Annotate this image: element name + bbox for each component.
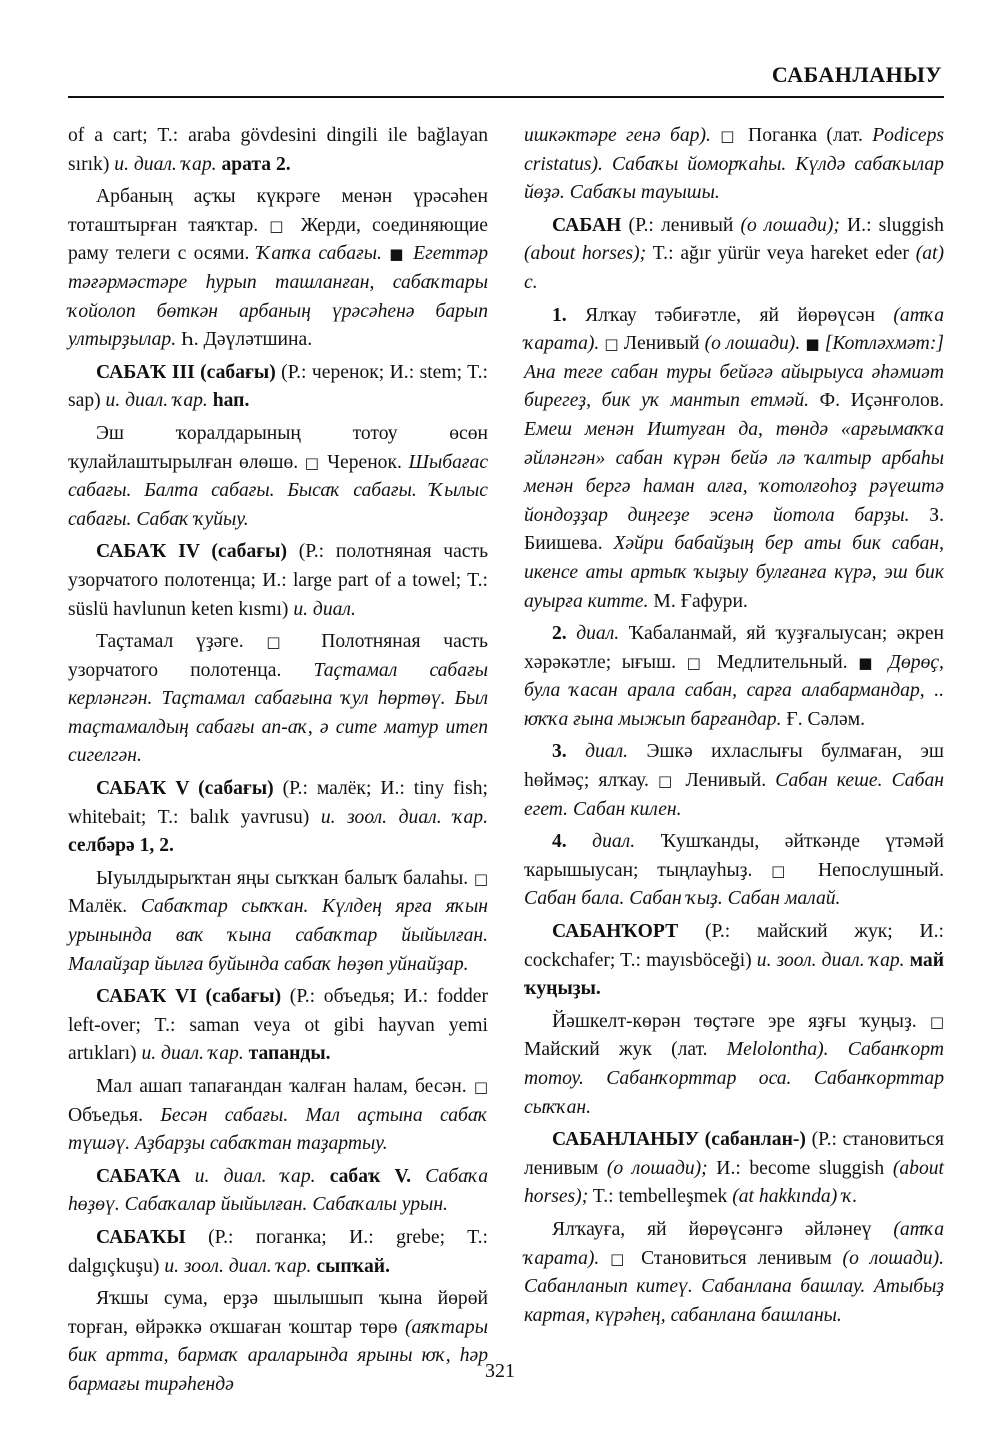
translations: (Р.: ленивый bbox=[621, 214, 741, 236]
headword: САБАҠЫ bbox=[96, 1226, 186, 1248]
definition-text: Эш ҡоралдарының тотоу өсөн ҡулайлаштырылған өлөшө. bbox=[68, 422, 488, 473]
russian-translation: Ленивый bbox=[618, 333, 705, 355]
definition bbox=[68, 865, 488, 979]
definition-text: Эшкә ихласлығы булмаған, эш һөймәҫ; ялҡау. bbox=[524, 741, 944, 792]
headword: САБАНЛАНЫУ (сабанлан-) bbox=[552, 1129, 806, 1151]
definition-text: Арбаның аҫҡы күкрәге менән үрәсәһен тоташтырған таяҡтар. bbox=[68, 186, 488, 236]
example: Сабан бала. Сабан ҡыҙ. Сабан малай. bbox=[524, 888, 841, 910]
white-square-icon: □ bbox=[771, 861, 800, 880]
cross-reference: тапанды. bbox=[248, 1043, 331, 1065]
sense bbox=[524, 620, 944, 734]
cross-reference: май ҡуңыҙы. bbox=[524, 949, 944, 1000]
latin-name: Melolontha). bbox=[726, 1039, 829, 1061]
text: of a cart; T.: araba gövdesini dingili ile bağlayan sırık) bbox=[68, 125, 488, 175]
translations: (Р.: майский жук; И.: cockchafer; T.: mayısböceği) bbox=[524, 921, 944, 971]
russian-translation: Черенок. bbox=[320, 451, 409, 473]
example: Ҡапҡа сабағы. bbox=[256, 243, 382, 265]
definition-text: Йәшкелт-көрән төҫтәге эре яҙғы ҡуңыҙ. bbox=[552, 1010, 930, 1032]
usage-note: (атҡа ҡарата). bbox=[524, 304, 944, 355]
dictionary-entry bbox=[68, 1224, 488, 1281]
white-square-icon: □ bbox=[610, 1249, 631, 1268]
usage-note: (о лошади); bbox=[740, 214, 840, 236]
space bbox=[567, 741, 585, 762]
quotation-author: М. Ғафури. bbox=[648, 590, 748, 612]
black-square-icon: ■ bbox=[389, 245, 406, 264]
white-square-icon: □ bbox=[473, 1078, 488, 1096]
running-header bbox=[68, 60, 944, 98]
quotation: [Котләхмәт:] Ана теге сабан туры бейәгә айырыуса әһәмиәт бирегеҙ, бик уҡ мантып етмәй. bbox=[524, 333, 944, 412]
definition-text: Ялҡау тәбиғәтле, яй йөрөүсән bbox=[566, 304, 894, 326]
definition-text: Ҡушҡанды, әйткәнде үтәмәй ҡарышыусан; тыңлауһыҙ. bbox=[524, 831, 944, 881]
usage-note: (о лошади); bbox=[606, 1157, 708, 1179]
quotation-author: Һ. Дәүләтшина. bbox=[176, 329, 313, 351]
part-of-speech: ҡ. bbox=[842, 1186, 858, 1208]
usage-label: диал. bbox=[585, 741, 629, 763]
space bbox=[567, 623, 577, 644]
quotation-author: Ғ. Сәләм. bbox=[781, 708, 866, 730]
headword: САБАҠ V (сабағы) bbox=[96, 778, 274, 800]
sense-number: 2. bbox=[552, 623, 567, 645]
cross-reference: сыпҡай. bbox=[316, 1255, 390, 1277]
white-square-icon: □ bbox=[266, 633, 299, 652]
example: Сабан кеше. Сабан егет. Сабан килен. bbox=[524, 770, 944, 820]
headword: САБАҠ IV (сабағы) bbox=[96, 541, 287, 563]
definition-text: Таҫтамал үҙәге. bbox=[96, 631, 267, 653]
translations: (Р.: поганка; И.: grebe; T.: dalgıçkuşu) bbox=[68, 1226, 488, 1277]
cross-reference: һап. bbox=[212, 390, 250, 412]
usage-note: (about horses); bbox=[524, 1157, 944, 1208]
usage-label: и. зоол. диал. ҡар. bbox=[320, 806, 488, 828]
definition-text: Ҡабаланмай, яй ҡуҙғалыусан; әкрен хәрәкәтле; ығыш. bbox=[524, 623, 945, 673]
headword: САБАН bbox=[552, 214, 622, 236]
cross-reference: арата 2. bbox=[221, 153, 291, 175]
usage-note: (about horses); bbox=[524, 243, 647, 265]
headword: САБАҠ VI (сабағы) bbox=[96, 986, 282, 1008]
white-square-icon: □ bbox=[269, 216, 290, 235]
russian-translation: Медлительный. bbox=[706, 651, 848, 673]
space bbox=[603, 154, 612, 175]
sense bbox=[524, 738, 944, 824]
russian-translation: Майский жук (лат. bbox=[524, 1039, 727, 1061]
page-number: 321 bbox=[485, 1360, 515, 1382]
headword: САБАҠ III (сабағы) bbox=[96, 361, 276, 383]
quotation-author: З. Биишева. bbox=[524, 504, 944, 555]
example: Сабанҡорт тотоу. Сабанҡорттар оса. Сабанҡорттар сыҡҡан. bbox=[524, 1039, 944, 1118]
definition-note: ишкәктәре генә бар). bbox=[524, 125, 711, 146]
definition-text: Ялҡауға, яй йөрөүсәнгә әйләнеү bbox=[552, 1218, 894, 1240]
definition bbox=[524, 1216, 944, 1330]
usage-label: и. диал. ҡар. bbox=[114, 153, 217, 175]
usage-note: (at) bbox=[915, 243, 944, 265]
usage-note: (атҡа ҡарата). bbox=[524, 1218, 944, 1269]
translations: И.: become sluggish bbox=[707, 1157, 893, 1179]
headword: САБАНҠОРТ bbox=[552, 921, 679, 943]
white-square-icon: □ bbox=[720, 127, 739, 145]
definition bbox=[68, 1073, 488, 1159]
white-square-icon: □ bbox=[929, 1012, 944, 1031]
black-square-icon: ■ bbox=[805, 335, 820, 354]
sense bbox=[524, 828, 944, 914]
usage-label: и. зоол. диал. ҡар. bbox=[164, 1255, 312, 1277]
space bbox=[181, 1166, 195, 1187]
russian-translation: Поганка (лат. bbox=[738, 125, 873, 146]
definition bbox=[68, 183, 488, 355]
dictionary-entry bbox=[524, 1126, 944, 1212]
running-title: САБАНЛАНЫУ bbox=[771, 62, 942, 87]
usage-label: диал. bbox=[592, 831, 636, 853]
translations: (Р.: становиться ленивым bbox=[524, 1129, 944, 1179]
example: Шыбағас сабағы. Балта сабағы. Бысаҡ сабағы. Ҡылыс сабағы. Сабаҡ ҡуйыу. bbox=[68, 451, 489, 530]
dictionary-entry bbox=[68, 359, 488, 416]
example: Сабанланып китеү. Сабанлана башлау. Атыбыҙ картая, күрәһең, сабанлана башланы. bbox=[524, 1276, 944, 1326]
quotation: Емеш менән Иштуған да, төндә «арғымаҡҡа әйләнгән» сабан күрән бейә лә ҡалтыр арбаһы менән бергә һаман алға, ҡотолғоһоҙ рәүештә йондоҙҙар диңгеҙе эсенә йотола барҙы. bbox=[524, 418, 944, 526]
quotation: Хәйри бабайҙың бер аты бик сабан, икенсе аты артыҡ ҡыҙыу булғанға күрә, эш бик ауырға китте. bbox=[524, 533, 945, 612]
dictionary-entry bbox=[68, 538, 488, 624]
russian-translation: Непослушный. bbox=[799, 859, 944, 881]
latin-name: Podiceps cristatus). bbox=[524, 125, 945, 175]
space bbox=[316, 1166, 330, 1187]
definition-note: (аяҡтары бик артта, бармаҡ араларында ярыны юҡ, һәр бармағы тирәһендә bbox=[68, 1316, 488, 1395]
sense-number: 4. bbox=[552, 831, 567, 853]
space bbox=[567, 831, 592, 852]
usage-note: (о лошади). bbox=[842, 1247, 944, 1269]
sense-number: 3. bbox=[552, 741, 567, 763]
left-column bbox=[68, 122, 488, 1404]
definition-text: Мал ашап тапағандан ҡалған һалам, бесән. bbox=[96, 1076, 474, 1097]
usage-label: и. диал. ҡар. bbox=[105, 390, 208, 412]
example: Бесән сабағы. Мал аҫтына сабаҡ түшәү. Аҙбарҙы сабаҡтан таҙартыу. bbox=[68, 1104, 488, 1155]
part-of-speech: с. bbox=[524, 271, 538, 293]
russian-translation: Малёк. bbox=[68, 896, 141, 918]
russian-translation: Ленивый. bbox=[676, 770, 776, 792]
usage-note: (at hakkında) bbox=[732, 1186, 838, 1208]
dictionary-entry bbox=[68, 1163, 488, 1220]
entry-continuation bbox=[524, 122, 944, 208]
russian-translation: Объедья. bbox=[68, 1104, 161, 1126]
black-square-icon: ■ bbox=[858, 653, 878, 672]
usage-label: и. диал. ҡар. bbox=[141, 1043, 244, 1065]
russian-translation: Становиться ленивым bbox=[630, 1247, 843, 1269]
white-square-icon: □ bbox=[304, 453, 321, 472]
dictionary-entry bbox=[524, 212, 944, 298]
russian-translation: Полотняная часть узорчатого полотенца. bbox=[68, 631, 488, 681]
example: Сабаҡы йоморҡаһы. Күлдә сабаҡылар йөҙә. Сабаҡы тауышы. bbox=[524, 153, 944, 204]
cross-reference: селбәрә 1, 2. bbox=[68, 835, 174, 857]
sense bbox=[524, 302, 944, 617]
usage-label: и. диал. bbox=[293, 598, 356, 620]
definition bbox=[68, 420, 488, 534]
russian-translation: Жерди, соединяющие раму телеги с осями. bbox=[68, 214, 488, 265]
example: Сабаҡа һөҙөү. Сабаҡалар йыйылған. Сабаҡалы урын. bbox=[68, 1165, 489, 1216]
translations: T.: tembelleşmek bbox=[588, 1186, 733, 1208]
usage-label: диал. bbox=[576, 623, 620, 645]
headword: САБАҠА bbox=[96, 1165, 181, 1187]
quotation: Дөрөҫ, була ҡасан арала сабан, сарға алабармандар, .. юҡҡа ғына мыжып барғандар. bbox=[524, 651, 944, 730]
translations: (Р.: объедья; И.: fodder left-over; T.: saman veya ot gibi hayvan yemi artıkları) bbox=[68, 986, 488, 1065]
white-square-icon: □ bbox=[658, 772, 677, 791]
translations: И.: sluggish bbox=[839, 214, 944, 236]
entry-continuation bbox=[68, 122, 488, 179]
right-column bbox=[524, 122, 944, 1334]
translations: T.: ağır yürür veya hareket eder bbox=[646, 243, 916, 265]
usage-note: (о лошади). bbox=[704, 333, 801, 355]
white-square-icon: □ bbox=[604, 335, 619, 354]
quotation: Егеттәр тәғәрмәстәре һурып ташланған, сабаҡтары ҡойолоп бөткән арбаның үрәсәһенә барып ултырҙылар. bbox=[68, 243, 488, 351]
example: Таҫтамал сабағы керләнгән. Таҫтамал сабағына ҡул һөртөү. Был таҫтамалдың сабағы ап-аҡ, ә сите матур итеп сигелгән. bbox=[68, 659, 488, 767]
white-square-icon: □ bbox=[686, 653, 707, 672]
translations: (Р.: полотняная часть узорчатого полотенца; И.: large part of a towel; T.: süslü havlunun keten kısmı) bbox=[68, 541, 488, 620]
example: Сабаҡтар сыҡҡан. Күлдең ярға яҡын урынында ваҡ ҡына сабаҡтар йыйылған. Малайҙар йылға буйында сабаҡ һөҙөп уйнайҙар. bbox=[68, 896, 488, 975]
definition bbox=[524, 1008, 944, 1122]
dictionary-entry bbox=[68, 983, 488, 1069]
definition-text: Яҡшы сума, ерҙә шылышып ҡына йөрөй торған, өйрәккә оҡшаған ҡоштар төрө bbox=[68, 1288, 488, 1338]
quotation-author: Ф. Иҫәнғолов. bbox=[809, 390, 944, 412]
definition-text: Ыуылдырыҡтан яңы сыҡҡан балыҡ балаһы. bbox=[96, 867, 474, 889]
cross-reference: сабаҡ V. bbox=[329, 1165, 412, 1187]
translations: (Р.: малёк; И.: tiny fish; whitebait; T.: balık yavrusu) bbox=[68, 778, 488, 828]
usage-label: и. диал. ҡар. bbox=[194, 1165, 316, 1187]
sense-number: 1. bbox=[552, 304, 567, 326]
translations: (Р.: черенок; И.: stem; T.: sap) bbox=[68, 361, 488, 412]
dictionary-entry bbox=[524, 918, 944, 1004]
dictionary-entry bbox=[68, 775, 488, 861]
definition bbox=[68, 628, 488, 771]
space bbox=[829, 1039, 848, 1060]
white-square-icon: □ bbox=[473, 869, 488, 888]
usage-label: и. зоол. диал. ҡар. bbox=[756, 949, 905, 971]
